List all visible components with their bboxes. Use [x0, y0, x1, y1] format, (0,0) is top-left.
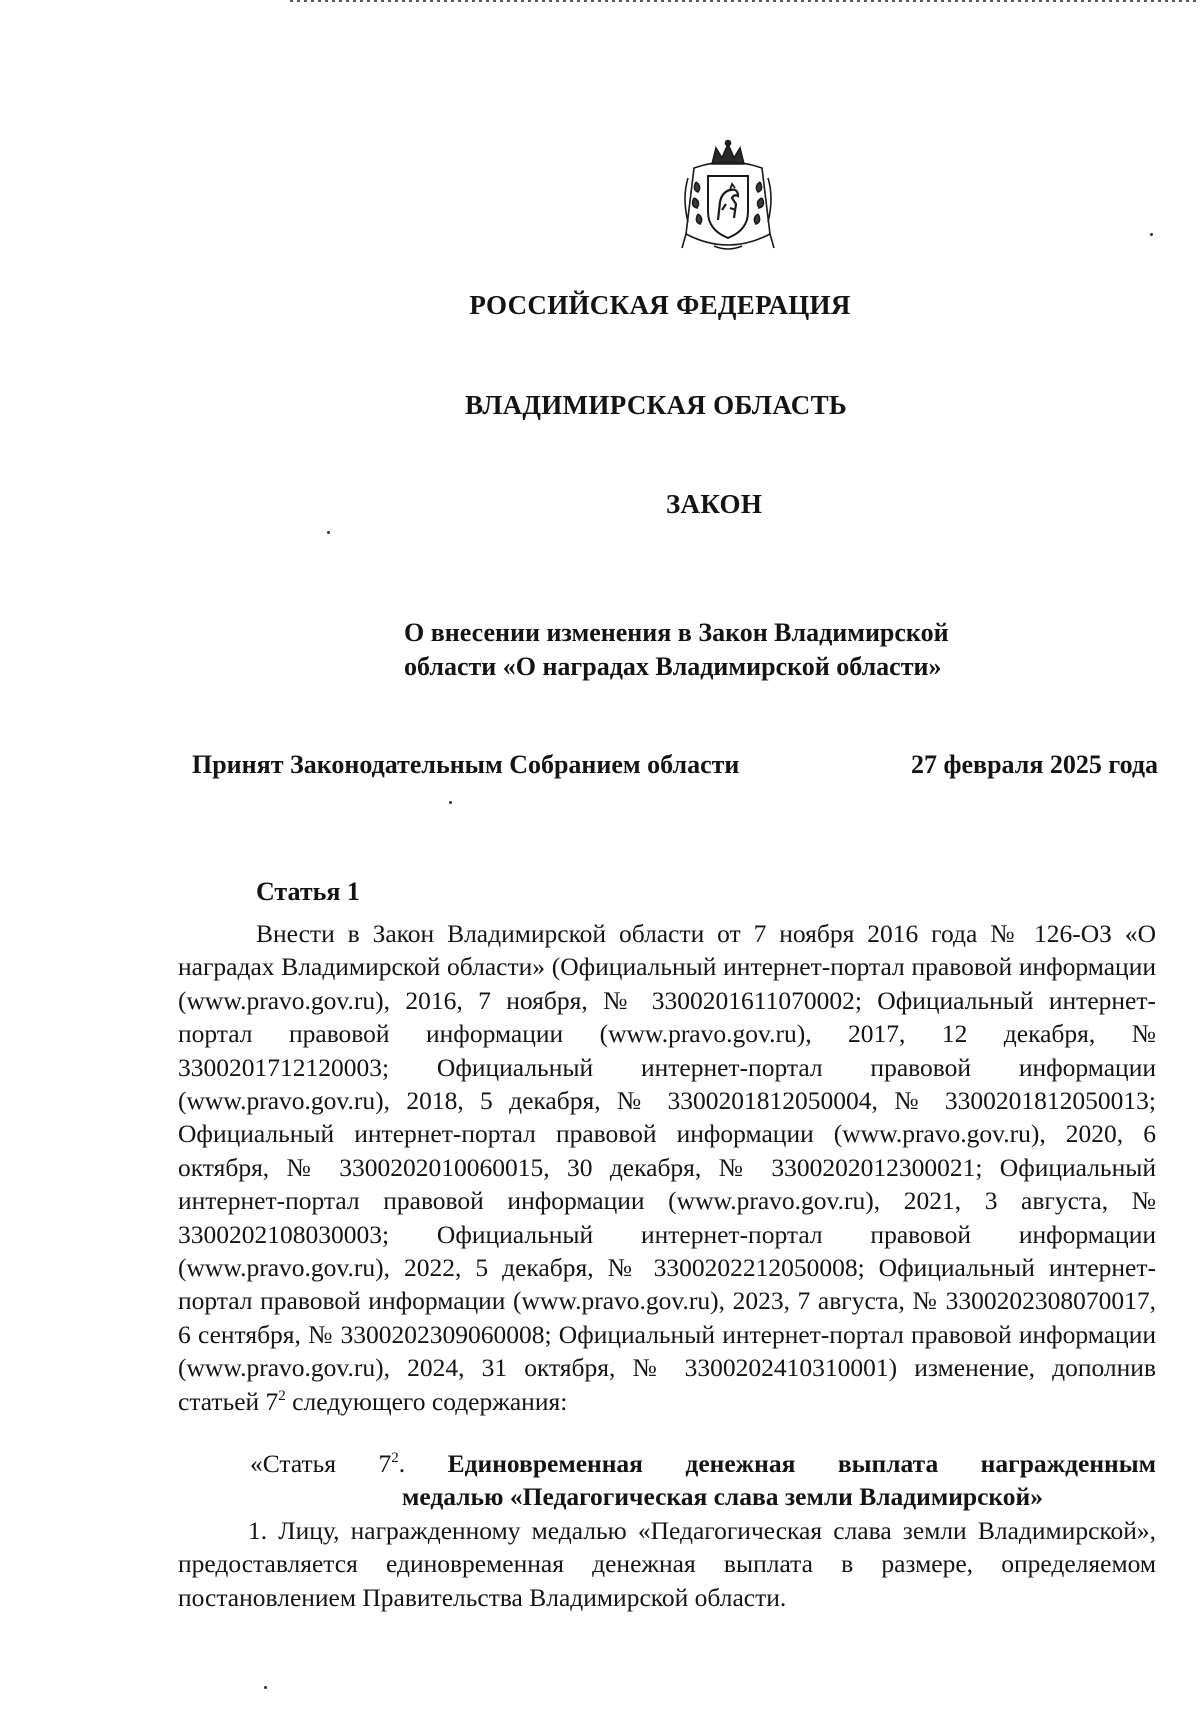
article-1-body	[178, 917, 1156, 1418]
adopted-date: 27 февраля 2025 года	[911, 750, 1158, 779]
article-1-text-end: следующего содержания:	[285, 1386, 568, 1416]
new-article-point-1: 1. Лицу, награжденному медалью «Педагогическая слава земли Владимирской», предоставляется единовременная денежная выплата в размере, определяемом постановлением Правительства Владимирской области.	[178, 1516, 1156, 1612]
law-title: О внесении изменения в Закон Владимирской области «О наградах Владимирской области»	[404, 618, 949, 681]
new-article-title-line-2: медалью «Педагогическая слава земли Владимирской»	[402, 1482, 1043, 1512]
new-article-label-superscript: 2	[391, 1450, 399, 1466]
scan-speck	[327, 531, 330, 534]
scan-top-edge	[290, 0, 1200, 2]
new-article-heading	[178, 1447, 1156, 1514]
article-1-heading: Статья 1	[256, 877, 360, 906]
coat-of-arms-icon	[674, 138, 782, 260]
scan-speck	[449, 801, 452, 804]
new-article-label: «Статья 7	[250, 1449, 392, 1478]
new-article-label-dot: .	[398, 1449, 406, 1478]
adopted-by: Принят Законодательным Собранием области	[192, 750, 740, 779]
new-article-title-part-1: Единовременная денежная выплата награжденным	[447, 1449, 1157, 1478]
heading-federation: РОССИЙСКАЯ ФЕДЕРАЦИЯ	[469, 290, 851, 320]
scan-speck	[1150, 233, 1153, 236]
article-1-text: Внести в Закон Владимирской области от 7 ноября 2016 года № 126-ОЗ «О наградах Владимирской области» (Официальный интернет-портал правовой информации (www.pravo.gov.ru), 2016, 7 ноября, № 3300201611070002; Официальный интернет-портал правовой информации (www.pravo.gov.ru), 2017, 12 декабря, № 3300201712120003; Официальный интернет-портал правовой информации (www.pravo.gov.ru), 2018, 5 декабря, № 3300201812050004, № 3300201812050013; Официальный интернет-портал правовой информации (www.pravo.gov.ru), 2020, 6 октября, № 3300202010060015, 30 декабря, № 3300202012300021; Официальный интернет-портал правовой информации (www.pravo.gov.ru), 2021, 3 августа, № 3300202108030003; Официальный интернет-портал правовой информации (www.pravo.gov.ru), 2022, 5 декабря, № 3300202212050008; Официальный интернет-портал правовой информации (www.pravo.gov.ru), 2023, 7 августа, № 3300202308070017, 6 сентября, № 3300202309060008; Официальный интернет-портал правовой информации (www.pravo.gov.ru), 2024, 31 октября, № 3300202410310001) изменение, дополнив статьей 7	[178, 919, 1156, 1416]
heading-region: ВЛАДИМИРСКАЯ ОБЛАСТЬ	[464, 390, 848, 420]
scan-speck	[264, 1686, 267, 1689]
heading-document-type: ЗАКОН	[666, 489, 763, 519]
new-article-title-line-1	[178, 1447, 1156, 1480]
article-ref-superscript: 2	[278, 1387, 286, 1404]
